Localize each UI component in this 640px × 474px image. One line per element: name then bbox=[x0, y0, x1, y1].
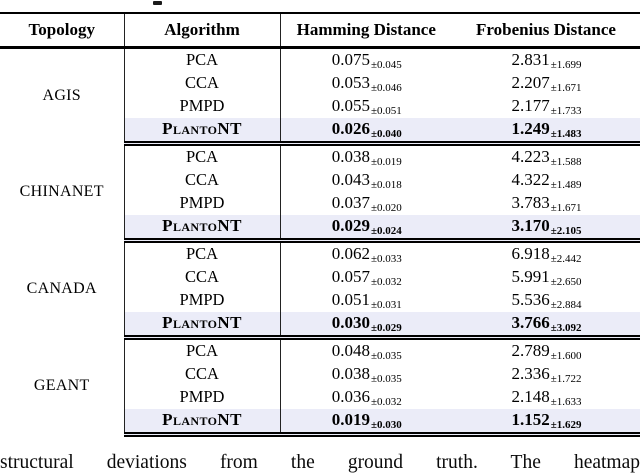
value-mean: 0.051 bbox=[331, 290, 370, 310]
value-mean: 2.148 bbox=[511, 387, 550, 407]
hamming-value bbox=[280, 312, 452, 338]
value-mean: 0.053 bbox=[331, 73, 370, 93]
hamming-value bbox=[280, 266, 452, 289]
value-mean: 3.766 bbox=[511, 313, 550, 333]
algorithm-label: PlantoNT bbox=[124, 409, 280, 435]
value-mean: 3.783 bbox=[511, 193, 550, 213]
algorithm-label: PMPD bbox=[124, 192, 280, 215]
algorithm-label: PlantoNT bbox=[124, 215, 280, 241]
value-std: ±0.046 bbox=[370, 82, 402, 95]
frobenius-value bbox=[452, 48, 640, 73]
col-header-frobenius: Frobenius Distance bbox=[452, 13, 640, 48]
value-std: ±0.019 bbox=[370, 156, 402, 169]
table-row bbox=[0, 338, 640, 364]
value-mean: 0.057 bbox=[331, 267, 370, 287]
value-std: ±0.040 bbox=[370, 128, 402, 141]
value-std: ±3.092 bbox=[550, 322, 582, 335]
value-std: ±2.105 bbox=[550, 225, 582, 238]
value-std: ±1.588 bbox=[550, 156, 582, 169]
frobenius-value bbox=[452, 363, 640, 386]
table-row bbox=[0, 241, 640, 267]
value-std: ±0.051 bbox=[370, 105, 402, 118]
value-mean: 4.322 bbox=[511, 170, 550, 190]
value-mean: 0.019 bbox=[331, 410, 370, 430]
value-std: ±1.600 bbox=[550, 350, 582, 363]
algorithm-label: PCA bbox=[124, 48, 280, 73]
hamming-value bbox=[280, 144, 452, 170]
value-mean: 0.030 bbox=[331, 313, 370, 333]
value-std: ±0.032 bbox=[370, 276, 402, 289]
col-header-hamming: Hamming Distance bbox=[280, 13, 452, 48]
value-mean: 0.036 bbox=[331, 387, 370, 407]
frobenius-value bbox=[452, 266, 640, 289]
value-mean: 0.026 bbox=[331, 119, 370, 139]
algorithm-label: PCA bbox=[124, 144, 280, 170]
value-mean: 5.991 bbox=[511, 267, 550, 287]
value-std: ±1.671 bbox=[550, 82, 582, 95]
value-std: ±0.030 bbox=[370, 419, 402, 432]
value-mean: 0.037 bbox=[331, 193, 370, 213]
hamming-value bbox=[280, 215, 452, 241]
value-std: ±1.483 bbox=[550, 128, 582, 141]
value-mean: 1.152 bbox=[511, 410, 550, 430]
frobenius-value bbox=[452, 409, 640, 435]
algorithm-label: PMPD bbox=[124, 95, 280, 118]
topology-label: CHINANET bbox=[0, 144, 124, 241]
value-std: ±0.018 bbox=[370, 179, 402, 192]
hamming-value bbox=[280, 192, 452, 215]
frobenius-value bbox=[452, 144, 640, 170]
value-std: ±1.489 bbox=[550, 179, 582, 192]
value-std: ±0.032 bbox=[370, 396, 402, 409]
frobenius-value bbox=[452, 289, 640, 312]
frobenius-value bbox=[452, 338, 640, 364]
topology-label: AGIS bbox=[0, 48, 124, 144]
hamming-value bbox=[280, 169, 452, 192]
algorithm-label: PCA bbox=[124, 338, 280, 364]
hamming-value bbox=[280, 48, 452, 73]
table-header-row bbox=[0, 13, 640, 48]
hamming-value bbox=[280, 241, 452, 267]
value-mean: 3.170 bbox=[511, 216, 550, 236]
value-mean: 0.038 bbox=[331, 147, 370, 167]
topology-label: GEANT bbox=[0, 338, 124, 435]
value-mean: 2.831 bbox=[511, 50, 550, 70]
value-std: ±2.884 bbox=[550, 299, 582, 312]
hamming-value bbox=[280, 289, 452, 312]
hamming-value bbox=[280, 409, 452, 435]
value-mean: 2.207 bbox=[511, 73, 550, 93]
value-mean: 0.043 bbox=[331, 170, 370, 190]
value-std: ±0.035 bbox=[370, 350, 402, 363]
value-std: ±0.045 bbox=[370, 59, 402, 72]
value-mean: 2.789 bbox=[511, 341, 550, 361]
algorithm-label: CCA bbox=[124, 72, 280, 95]
algorithm-label: CCA bbox=[124, 266, 280, 289]
value-std: ±1.633 bbox=[550, 396, 582, 409]
value-mean: 1.249 bbox=[511, 119, 550, 139]
hamming-value bbox=[280, 95, 452, 118]
value-mean: 0.038 bbox=[331, 364, 370, 384]
algorithm-label: PlantoNT bbox=[124, 312, 280, 338]
value-std: ±1.733 bbox=[550, 105, 582, 118]
value-std: ±0.035 bbox=[370, 373, 402, 386]
algorithm-label: PlantoNT bbox=[124, 118, 280, 144]
value-std: ±1.722 bbox=[550, 373, 582, 386]
frobenius-value bbox=[452, 215, 640, 241]
body-text-line: structural deviations from the ground truth. The heatmap bbox=[0, 452, 640, 473]
value-std: ±0.029 bbox=[370, 322, 402, 335]
value-std: ±0.031 bbox=[370, 299, 402, 312]
value-mean: 0.062 bbox=[331, 244, 370, 264]
value-std: ±0.024 bbox=[370, 225, 402, 238]
table-row bbox=[0, 48, 640, 73]
algorithm-label: PMPD bbox=[124, 386, 280, 409]
value-std: ±1.629 bbox=[550, 419, 582, 432]
topology-label: CANADA bbox=[0, 241, 124, 338]
results-table bbox=[0, 12, 640, 437]
value-mean: 0.048 bbox=[331, 341, 370, 361]
value-mean: 6.918 bbox=[511, 244, 550, 264]
frobenius-value bbox=[452, 241, 640, 267]
algorithm-label: PCA bbox=[124, 241, 280, 267]
hamming-value bbox=[280, 118, 452, 144]
hamming-value bbox=[280, 386, 452, 409]
hamming-value bbox=[280, 338, 452, 364]
table-row bbox=[0, 144, 640, 170]
value-std: ±2.442 bbox=[550, 253, 582, 266]
value-mean: 0.055 bbox=[331, 96, 370, 116]
value-std: ±1.671 bbox=[550, 202, 582, 215]
frobenius-value bbox=[452, 192, 640, 215]
value-std: ±2.650 bbox=[550, 276, 582, 289]
value-mean: 2.336 bbox=[511, 364, 550, 384]
hamming-value bbox=[280, 363, 452, 386]
frobenius-value bbox=[452, 118, 640, 144]
value-mean: 5.536 bbox=[511, 290, 550, 310]
frobenius-value bbox=[452, 386, 640, 409]
value-std: ±0.020 bbox=[370, 202, 402, 215]
hamming-value bbox=[280, 72, 452, 95]
value-mean: 0.075 bbox=[331, 50, 370, 70]
col-header-algorithm: Algorithm bbox=[124, 13, 280, 48]
algorithm-label: CCA bbox=[124, 169, 280, 192]
frobenius-value bbox=[452, 169, 640, 192]
value-mean: 2.177 bbox=[511, 96, 550, 116]
frobenius-value bbox=[452, 312, 640, 338]
value-mean: 0.029 bbox=[331, 216, 370, 236]
caption-fragment-mark bbox=[153, 1, 162, 5]
frobenius-value bbox=[452, 95, 640, 118]
col-header-topology: Topology bbox=[0, 13, 124, 48]
frobenius-value bbox=[452, 72, 640, 95]
algorithm-label: CCA bbox=[124, 363, 280, 386]
value-std: ±0.033 bbox=[370, 253, 402, 266]
value-mean: 4.223 bbox=[511, 147, 550, 167]
value-std: ±1.699 bbox=[550, 59, 582, 72]
algorithm-label: PMPD bbox=[124, 289, 280, 312]
